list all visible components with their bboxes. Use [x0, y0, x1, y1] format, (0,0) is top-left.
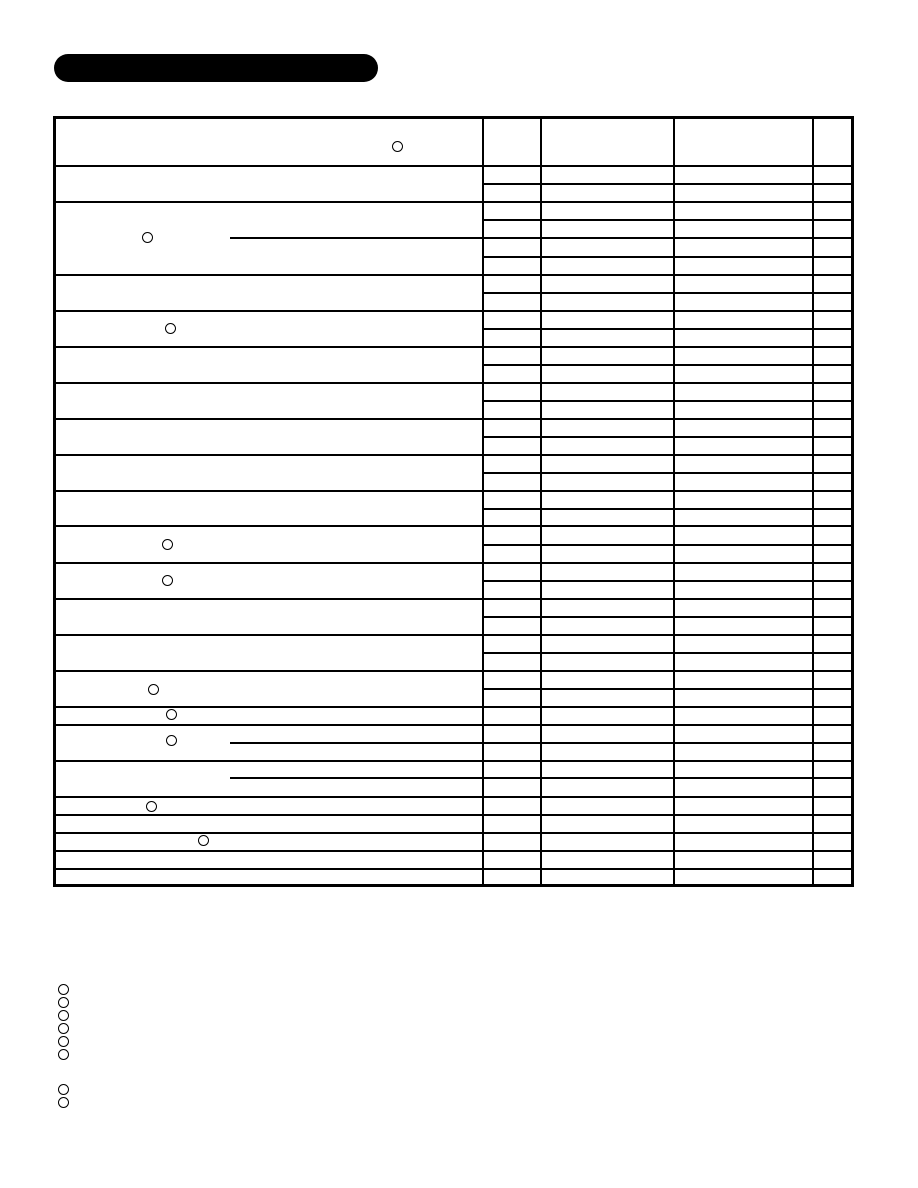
- subrow-divider: [482, 436, 851, 438]
- subrow-divider: [482, 364, 851, 366]
- subrow-divider: [482, 472, 851, 474]
- subrow-divider: [482, 544, 851, 546]
- row-divider: [56, 201, 851, 203]
- subrow-divider: [482, 292, 851, 294]
- subrow-divider: [482, 219, 851, 221]
- footnote-marker: [58, 1010, 69, 1021]
- subrow-divider: [230, 777, 851, 779]
- row-note-marker: [142, 232, 153, 243]
- form-table: [53, 116, 854, 887]
- row-divider: [56, 310, 851, 312]
- row-note-marker: [146, 801, 157, 812]
- row-divider: [56, 525, 851, 527]
- row-note-marker: [165, 323, 176, 334]
- row-note-marker: [162, 575, 173, 586]
- subrow-divider: [482, 688, 851, 690]
- subrow-divider: [482, 328, 851, 330]
- column-divider: [812, 119, 814, 884]
- footnote-marker: [58, 1023, 69, 1034]
- section-title-bar: [54, 54, 378, 82]
- row-note-marker: [198, 835, 209, 846]
- row-divider: [56, 598, 851, 600]
- subrow-divider: [482, 256, 851, 258]
- footnotes: [58, 984, 69, 1110]
- row-divider: [56, 670, 851, 672]
- row-divider: [56, 346, 851, 348]
- subrow-divider: [230, 742, 851, 744]
- row-divider: [56, 796, 851, 798]
- row-note-marker: [162, 539, 173, 550]
- row-divider: [56, 724, 851, 726]
- column-divider: [540, 119, 542, 884]
- row-divider: [56, 418, 851, 420]
- header-note-marker: [392, 141, 403, 152]
- subrow-divider: [230, 237, 851, 239]
- row-divider: [56, 454, 851, 456]
- row-divider: [56, 868, 851, 870]
- row-divider: [56, 562, 851, 564]
- subrow-divider: [482, 616, 851, 618]
- footnote-marker: [58, 1084, 69, 1095]
- row-note-marker: [166, 735, 177, 746]
- row-note-marker: [166, 709, 177, 720]
- row-divider: [56, 706, 851, 708]
- subrow-divider: [482, 652, 851, 654]
- footnote-marker: [58, 997, 69, 1008]
- subrow-divider: [482, 400, 851, 402]
- column-divider: [673, 119, 675, 884]
- subrow-divider: [482, 580, 851, 582]
- row-divider: [56, 274, 851, 276]
- row-divider: [56, 850, 851, 852]
- row-divider: [56, 814, 851, 816]
- footnote-marker: [58, 1097, 69, 1108]
- column-divider: [482, 119, 484, 884]
- row-divider: [56, 382, 851, 384]
- row-divider: [56, 490, 851, 492]
- footnote-marker: [58, 1036, 69, 1047]
- subrow-divider: [482, 183, 851, 185]
- row-divider: [56, 634, 851, 636]
- footnote-marker: [58, 984, 69, 995]
- row-note-marker: [148, 684, 159, 695]
- row-divider: [56, 760, 851, 762]
- header-row-divider: [56, 165, 851, 167]
- row-divider: [56, 832, 851, 834]
- footnote-marker: [58, 1049, 69, 1060]
- subrow-divider: [482, 508, 851, 510]
